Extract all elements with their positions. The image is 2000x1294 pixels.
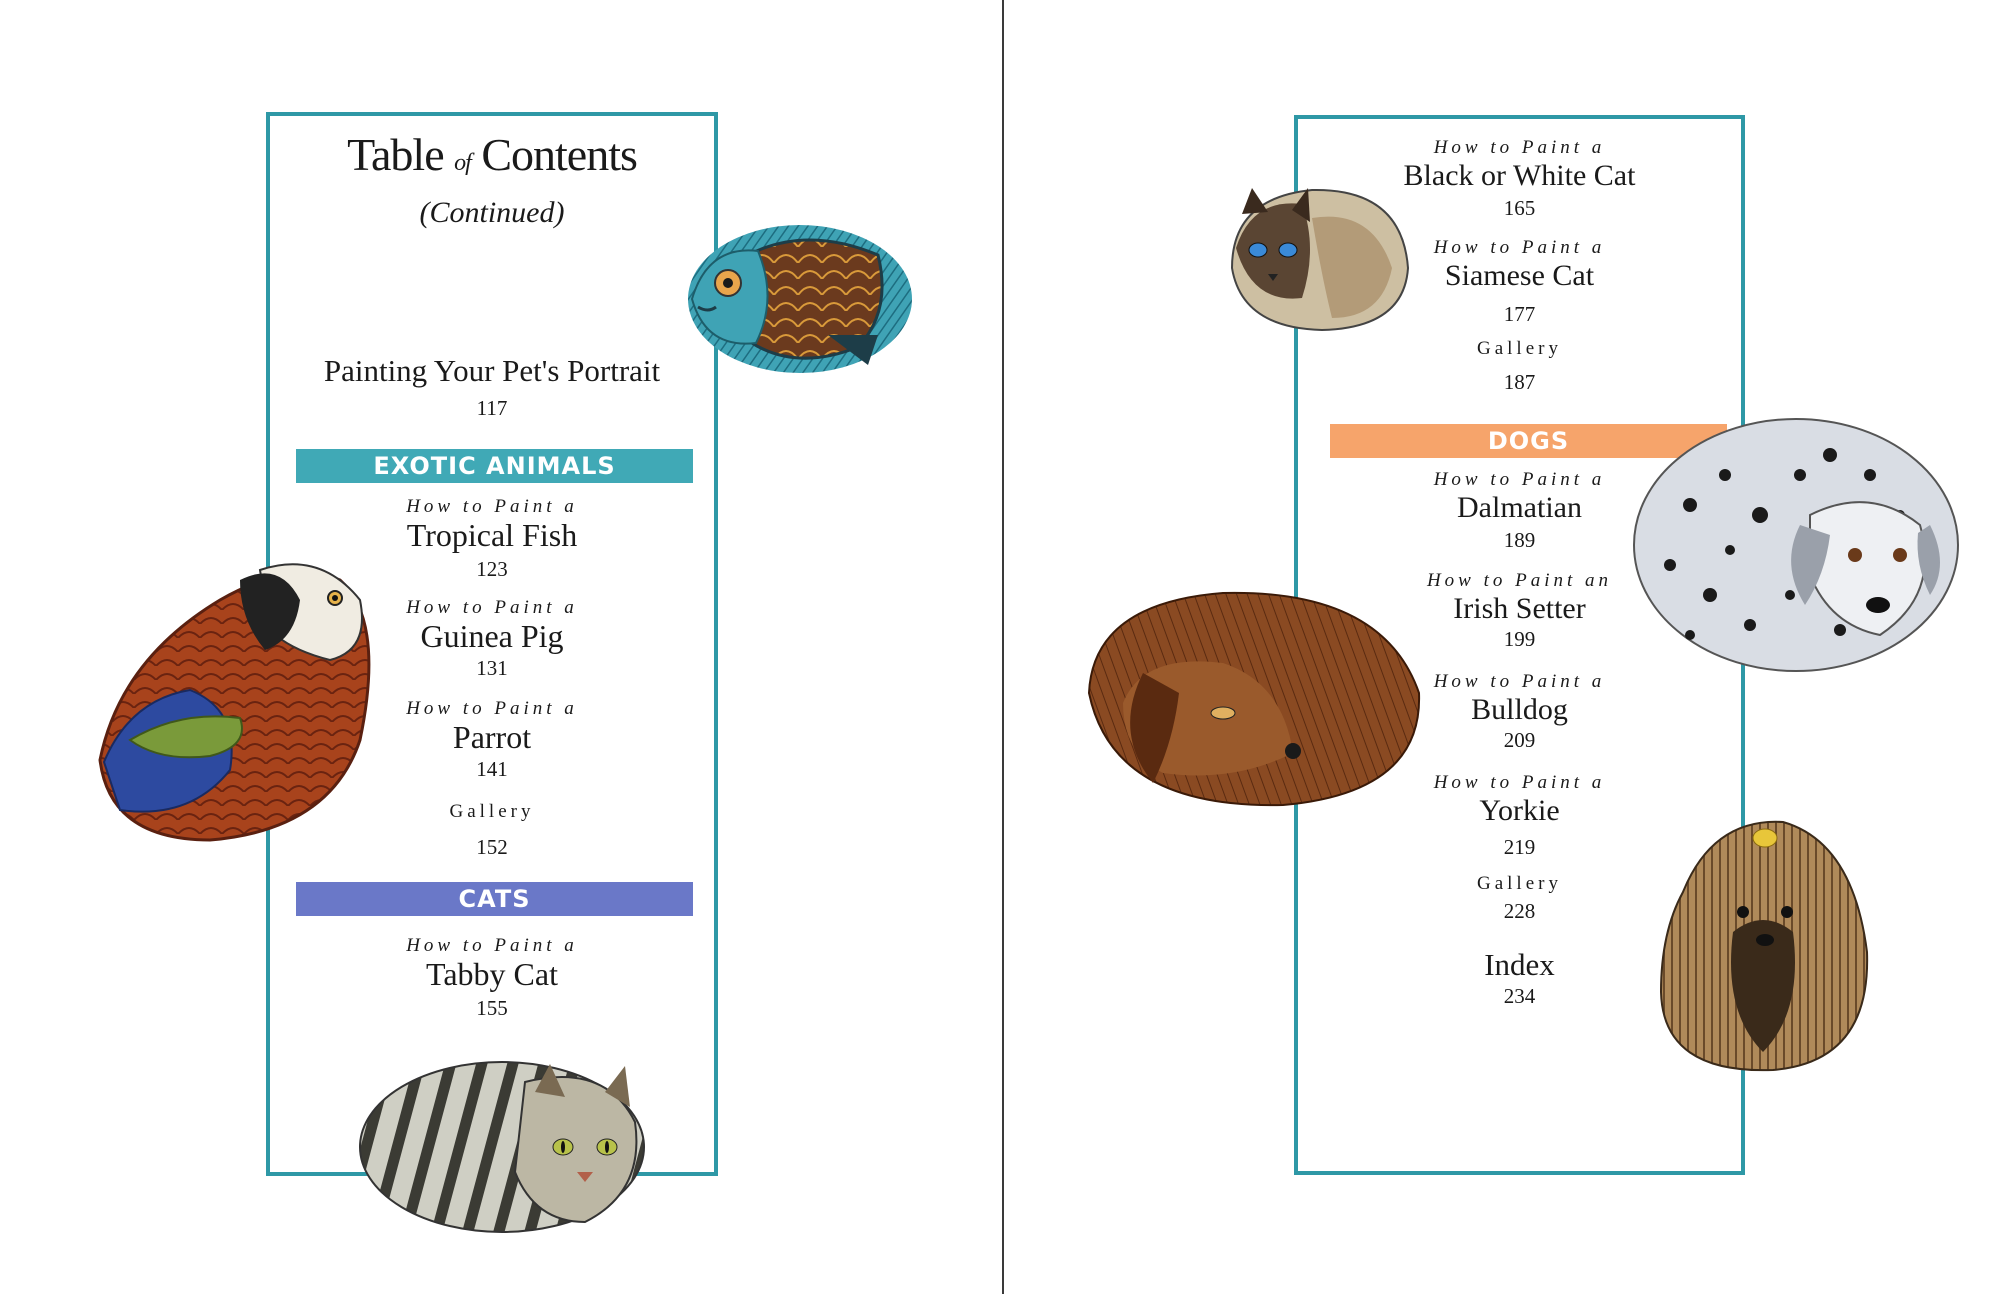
entry-page: 141 [476,757,508,782]
gallery-label: Gallery [1477,873,1562,894]
entry-prefix: How to Paint a [1433,469,1606,490]
entry-title: Parrot [452,719,532,755]
entry-prefix: How to Paint a [406,698,578,719]
entry-page: 187 [1503,370,1536,394]
section-bar-dogs: DOGS [1330,424,1727,458]
toc-title-of: of [454,150,471,176]
toc-entry-cat-gallery[interactable] [1298,338,1741,395]
irish-setter-rock-illustration [1083,583,1428,813]
entry-page: 234 [1503,984,1536,1009]
entry-title: Bulldog [1471,693,1568,726]
entry-title: Guinea Pig [420,618,564,654]
entry-title: Black or White Cat [1403,159,1636,192]
entry-title: Tropical Fish [406,517,578,553]
entry-page: 152 [476,835,508,859]
section-bar-cats: CATS [296,882,693,916]
entry-prefix: How to Paint a [406,935,578,956]
entry-page: 117 [476,396,508,421]
tabby-cat-rock-illustration [355,1052,650,1237]
entry-page: 219 [1503,835,1536,859]
entry-prefix: How to Paint a [1433,671,1606,692]
toc-entry-tabby-cat[interactable] [270,935,714,1021]
toc-title [270,129,714,230]
entry-page: 189 [1503,528,1536,552]
book-spine [1002,0,1004,1294]
entry-title: Painting Your Pet's Portrait [323,353,661,388]
entry-page: 131 [476,656,508,681]
entry-prefix: How to Paint a [1433,772,1606,793]
toc-title-word-2: Contents [481,129,637,180]
entry-title: Dalmatian [1457,491,1582,524]
entry-title: Index [1484,947,1555,982]
entry-page: 123 [476,557,508,582]
entry-page: 177 [1503,302,1536,326]
parrot-rock-illustration [90,540,380,850]
siamese-cat-rock-illustration [1222,178,1414,338]
entry-page: 165 [1503,196,1536,220]
gallery-label: Gallery [449,801,535,822]
entry-page: 199 [1503,627,1536,651]
entry-title: Yorkie [1479,794,1560,827]
entry-prefix: How to Paint an [1426,570,1613,591]
entry-title: Tabby Cat [426,956,558,992]
fish-rock-illustration [678,215,918,380]
entry-prefix: How to Paint a [406,597,578,618]
entry-prefix: How to Paint a [1433,237,1606,258]
section-bar-exotic: EXOTIC ANIMALS [296,449,693,483]
entry-page: 209 [1503,728,1536,752]
yorkie-rock-illustration [1653,812,1875,1078]
gallery-label: Gallery [1477,338,1562,359]
entry-prefix: How to Paint a [1433,137,1606,158]
entry-title: Irish Setter [1453,592,1586,625]
entry-title: Siamese Cat [1444,259,1595,292]
toc-subtitle: (Continued) [419,196,565,229]
toc-entry-portrait[interactable] [270,354,714,421]
toc-title-word-1: Table [347,129,444,180]
entry-page: 228 [1503,899,1536,923]
entry-page: 155 [476,996,508,1021]
dalmatian-rock-illustration [1630,415,1962,677]
entry-prefix: How to Paint a [406,496,578,517]
